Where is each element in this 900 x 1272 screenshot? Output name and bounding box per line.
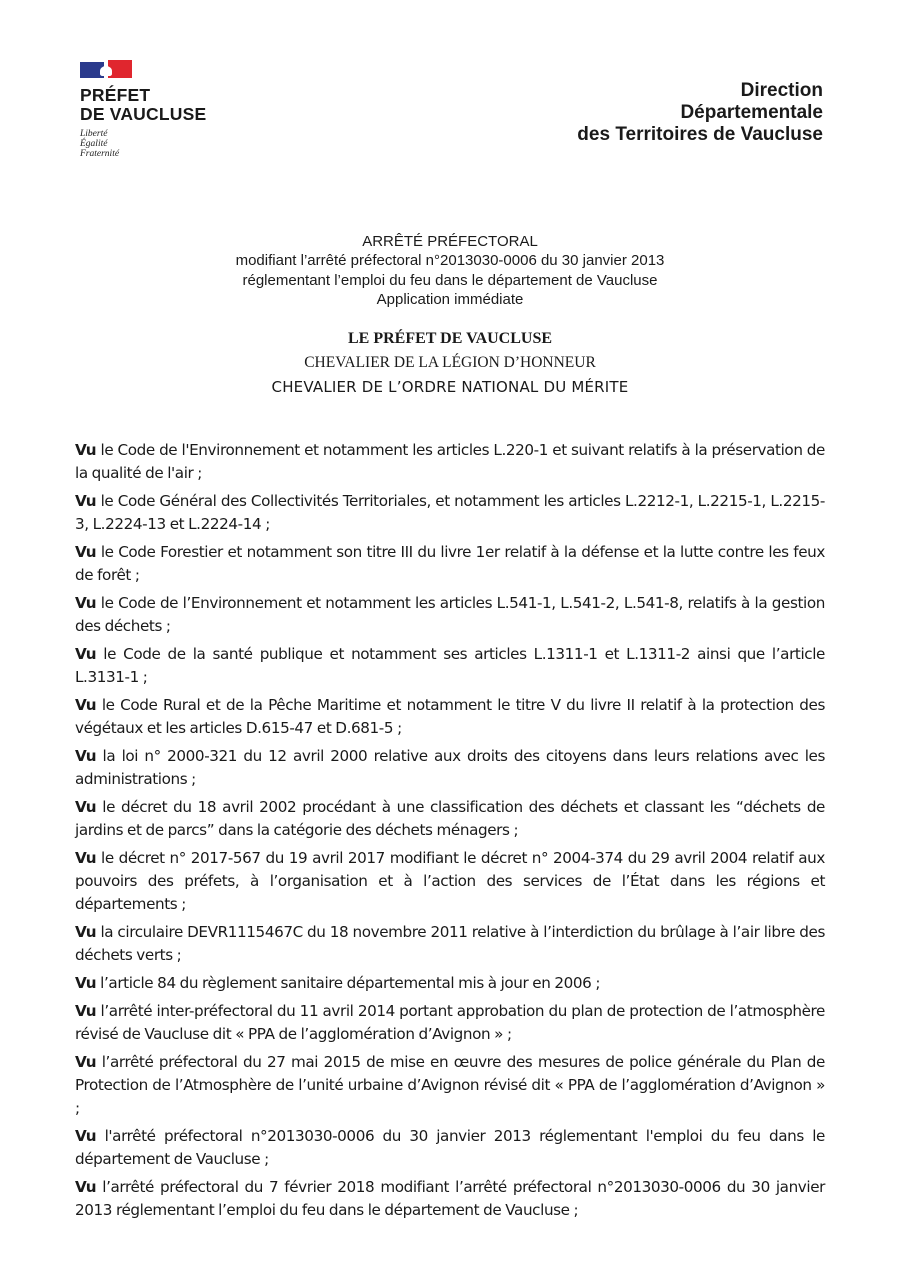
- prefet-title: LE PRÉFET DE VAUCLUSE: [347, 330, 553, 347]
- visa-text: le Code de l'Environnement et notamment les articles L.220-1 et suivant relatifs à la préservation de la qualité de l'air ;: [75, 441, 825, 482]
- visa-text: le Code Forestier et notamment son titre III du livre 1er relatif à la défense et la lutte contre les feux de forêt ;: [75, 543, 825, 584]
- logo-line-prefet: PRÉFET: [80, 85, 151, 105]
- visa-paragraph: [75, 592, 825, 638]
- title-line-3: réglementant l’emploi du feu dans le département de Vaucluse: [242, 271, 658, 289]
- visa-prefix: Vu: [75, 1127, 97, 1145]
- visa-text: le Code Rural et de la Pêche Maritime et notamment le titre V du livre II relatif à la protection des végétaux et les articles D.615-47 et D.681-5 ;: [75, 696, 825, 737]
- visa-paragraph: [75, 847, 825, 916]
- visa-prefix: Vu: [75, 441, 97, 459]
- visa-paragraph: [75, 541, 825, 587]
- visa-text: le décret n° 2017-567 du 19 avril 2017 modifiant le décret n° 2004-374 du 29 avril 2004 relatif aux pouvoirs des préfets, à l’organisation et à l’action des services de l’État dans les régions et départements ;: [75, 849, 825, 913]
- issuing-direction: [503, 80, 823, 146]
- visa-prefix: Vu: [75, 923, 97, 941]
- motto-fraternite: Fraternité: [80, 149, 120, 159]
- visa-text: le Code de l’Environnement et notamment les articles L.541-1, L.541-2, L.541-8, relatifs à la gestion des déchets ;: [75, 594, 825, 635]
- visa-prefix: Vu: [75, 798, 97, 816]
- visa-paragraph: [75, 921, 825, 967]
- prefet-block: [0, 329, 900, 397]
- title-line-2: modifiant l’arrêté préfectoral n°2013030-0006 du 30 janvier 2013: [235, 252, 665, 270]
- visa-paragraph: [75, 1000, 825, 1046]
- visa-prefix: Vu: [75, 543, 97, 561]
- visa-prefix: Vu: [75, 645, 97, 663]
- visa-text: le Code Général des Collectivités Territoriales, et notamment les articles L.2212-1, L.2215-1, L.2215-3, L.2224-13 et L.2224-14 ;: [75, 492, 825, 533]
- prefecture-logo: [80, 60, 280, 159]
- visa-paragraph: [75, 972, 825, 995]
- visa-prefix: Vu: [75, 492, 97, 510]
- visas-list: [75, 439, 825, 1227]
- visa-prefix: Vu: [75, 1178, 97, 1196]
- motto-liberte: Liberté: [80, 129, 108, 139]
- visa-text: la loi n° 2000-321 du 12 avril 2000 relative aux droits des citoyens dans leurs relations avec les administrations ;: [75, 747, 825, 788]
- visa-text: l’arrêté préfectoral du 7 février 2018 modifiant l’arrêté préfectoral n°2013030-0006 du 30 janvier 2013 réglementant l’emploi du feu dans le département de Vaucluse ;: [75, 1178, 825, 1219]
- visa-paragraph: [75, 1125, 825, 1171]
- visa-prefix: Vu: [75, 1053, 97, 1071]
- visa-text: l'arrêté préfectoral n°2013030-0006 du 30 janvier 2013 réglementant l'emploi du feu dans le département de Vaucluse ;: [75, 1127, 825, 1168]
- visa-paragraph: [75, 796, 825, 842]
- prefet-honour-1: CHEVALIER DE LA LÉGION D’HONNEUR: [304, 354, 596, 371]
- visa-paragraph: [75, 1051, 825, 1120]
- visa-text: l’article 84 du règlement sanitaire départemental mis à jour en 2006 ;: [96, 974, 601, 992]
- title-line-1: ARRÊTÉ PRÉFECTORAL: [362, 233, 538, 250]
- visa-prefix: Vu: [75, 747, 97, 765]
- visa-paragraph: [75, 643, 825, 689]
- visa-text: le décret du 18 avril 2002 procédant à une classification des déchets et classant les “déchets de jardins et de parcs” dans la catégorie des déchets ménagers ;: [75, 798, 825, 839]
- visa-paragraph: [75, 694, 825, 740]
- visa-text: l’arrêté préfectoral du 27 mai 2015 de mise en œuvre des mesures de police générale du Plan de Protection de l’Atmosphère de l’unité urbaine d’Avignon révisé dit « PPA de l’agglomération d’Avignon » ;: [75, 1053, 825, 1117]
- visa-text: la circulaire DEVR1115467C du 18 novembre 2011 relative à l’interdiction du brûlage à l’air libre des déchets verts ;: [75, 923, 825, 964]
- republic-motto: [80, 129, 280, 159]
- logo-line-vaucluse: DE VAUCLUSE: [80, 104, 207, 124]
- visa-prefix: Vu: [75, 974, 97, 992]
- direction-line-3: des Territoires de Vaucluse: [577, 124, 823, 145]
- visa-text: l’arrêté inter-préfectoral du 11 avril 2014 portant approbation du plan de protection de l’atmosphère révisé de Vaucluse dit « PPA de l’agglomération d’Avignon » ;: [75, 1002, 825, 1043]
- document-title: [0, 232, 900, 309]
- visa-paragraph: [75, 490, 825, 536]
- visa-paragraph: [75, 439, 825, 485]
- motto-egalite: Égalité: [80, 139, 108, 149]
- visa-paragraph: [75, 1176, 825, 1222]
- visa-text: le Code de la santé publique et notamment ses articles L.1311-1 et L.1311-2 ainsi que l’article L.3131-1 ;: [75, 645, 825, 686]
- visa-prefix: Vu: [75, 849, 97, 867]
- visa-prefix: Vu: [75, 594, 97, 612]
- marianne-flag-icon: [80, 60, 134, 80]
- prefet-honour-2: CHEVALIER DE L’ORDRE NATIONAL DU MÉRITE: [271, 378, 629, 396]
- visa-prefix: Vu: [75, 1002, 97, 1020]
- visa-paragraph: [75, 745, 825, 791]
- direction-line-2: Départementale: [680, 102, 823, 123]
- direction-line-1: Direction: [740, 80, 823, 101]
- visa-prefix: Vu: [75, 696, 97, 714]
- title-line-4: Application immédiate: [376, 290, 524, 308]
